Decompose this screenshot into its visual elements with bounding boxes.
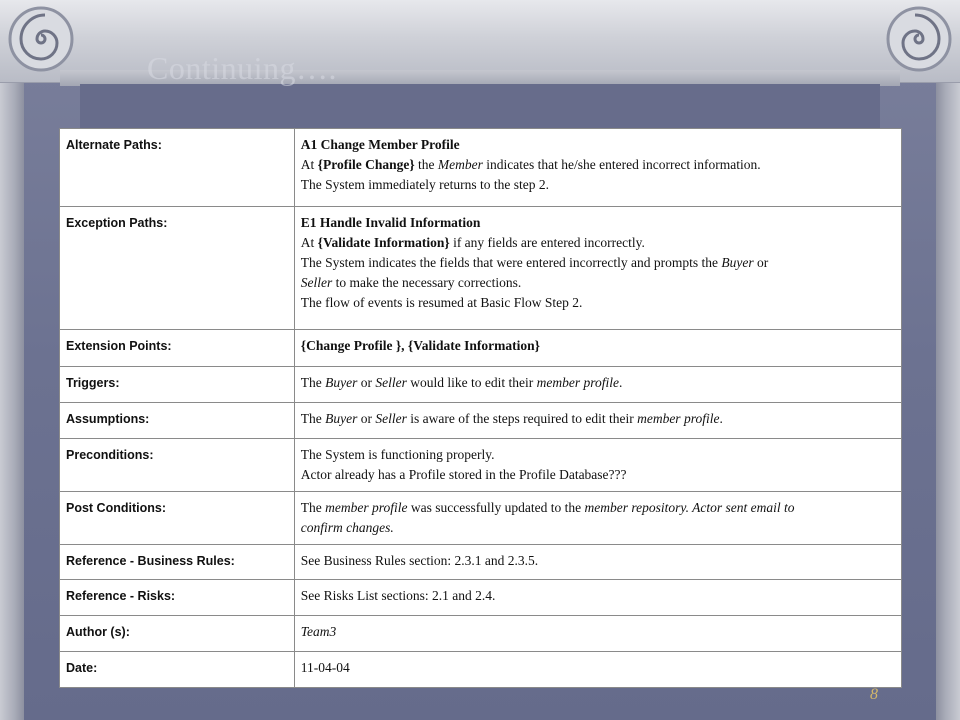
row-value — [294, 545, 901, 580]
text-segment: Buyer — [721, 255, 754, 270]
row-label: Author (s): — [60, 616, 295, 652]
text-segment: See Risks List sections: 2.1 and 2.4. — [300, 588, 496, 603]
row-label: Post Conditions: — [60, 492, 295, 545]
value-line — [301, 551, 895, 571]
value-line — [301, 373, 895, 393]
text-segment: The — [300, 500, 326, 515]
table-row — [60, 580, 902, 616]
text-segment: is aware of the steps required to edit their — [406, 411, 638, 426]
row-label: Preconditions: — [60, 439, 295, 492]
table-row — [60, 545, 902, 580]
row-value — [294, 330, 901, 367]
text-segment: if any fields are entered incorrectly. — [449, 235, 645, 250]
row-label: Extension Points: — [60, 330, 295, 367]
value-line — [301, 135, 895, 155]
value-line — [301, 445, 895, 465]
text-segment: indicates that he/she entered incorrect information. — [482, 157, 761, 172]
text-segment: Actor already has a Profile stored in the Profile Database??? — [300, 467, 627, 482]
text-segment: {Profile Change} — [317, 157, 415, 172]
row-label: Triggers: — [60, 367, 295, 403]
text-segment: The — [300, 375, 326, 390]
row-label: Alternate Paths: — [60, 129, 295, 207]
right-pillar — [936, 30, 960, 720]
text-segment: 11-04-04 — [300, 660, 350, 675]
value-line — [301, 518, 895, 538]
text-segment: or — [357, 411, 376, 426]
left-pillar — [0, 30, 24, 720]
table-row — [60, 616, 902, 652]
text-segment: The — [300, 411, 326, 426]
text-segment: or — [753, 255, 769, 270]
text-segment: The System immediately returns to the step 2. — [300, 177, 549, 192]
text-segment: member repository. Actor sent email to — [584, 500, 795, 515]
row-label: Reference - Business Rules: — [60, 545, 295, 580]
text-segment: Seller — [375, 411, 407, 426]
text-segment: member profile — [637, 411, 720, 426]
row-value — [294, 367, 901, 403]
table-row — [60, 207, 902, 330]
row-value — [294, 616, 901, 652]
text-segment: {Change Profile }, {Validate Information} — [300, 338, 540, 353]
text-segment: At — [300, 157, 318, 172]
row-value — [294, 652, 901, 688]
use-case-table — [59, 128, 902, 688]
table-row — [60, 439, 902, 492]
value-line — [301, 465, 895, 485]
value-line — [301, 253, 895, 273]
text-segment: was successfully updated to the — [407, 500, 585, 515]
value-line — [301, 658, 895, 678]
text-segment: At — [300, 235, 318, 250]
text-segment: The flow of events is resumed at Basic Flow Step 2. — [300, 295, 583, 310]
text-segment: A1 Change Member Profile — [300, 137, 460, 152]
value-line — [301, 336, 895, 356]
row-value — [294, 580, 901, 616]
table-row — [60, 403, 902, 439]
row-value — [294, 207, 901, 330]
scroll-volute-left-icon — [6, 4, 76, 74]
text-segment: the — [414, 157, 438, 172]
value-line — [301, 155, 895, 175]
table-body — [60, 129, 902, 688]
table-row — [60, 330, 902, 367]
text-segment: Member — [437, 157, 483, 172]
row-value — [294, 439, 901, 492]
text-segment: would like to edit their — [406, 375, 537, 390]
row-value — [294, 129, 901, 207]
text-segment: . — [719, 411, 723, 426]
value-line — [301, 213, 895, 233]
text-segment: confirm changes. — [300, 520, 394, 535]
value-line — [301, 586, 895, 606]
text-segment: Buyer — [325, 375, 358, 390]
text-segment: The System is functioning properly. — [300, 447, 495, 462]
value-line — [301, 233, 895, 253]
row-label: Date: — [60, 652, 295, 688]
row-value — [294, 403, 901, 439]
scroll-volute-right-icon — [884, 4, 954, 74]
value-line — [301, 175, 895, 195]
value-line — [301, 498, 895, 518]
text-segment: member profile — [325, 500, 408, 515]
table-row — [60, 652, 902, 688]
slide-title: Continuing…. — [147, 50, 338, 86]
row-value — [294, 492, 901, 545]
value-line — [301, 622, 895, 642]
row-label: Exception Paths: — [60, 207, 295, 330]
row-label: Assumptions: — [60, 403, 295, 439]
text-segment: . — [618, 375, 623, 390]
value-line — [301, 409, 895, 429]
value-line — [301, 293, 895, 313]
text-segment: member profile — [536, 375, 619, 390]
inner-panel — [80, 84, 880, 128]
text-segment: {Validate Information} — [317, 235, 450, 250]
table-row — [60, 367, 902, 403]
text-segment: E1 Handle Invalid Information — [300, 215, 481, 230]
text-segment: Buyer — [325, 411, 358, 426]
text-segment: See Business Rules section: 2.3.1 and 2.3.5. — [300, 553, 539, 568]
text-segment: Seller — [300, 275, 333, 290]
text-segment: Team3 — [300, 624, 337, 639]
text-segment: The System indicates the fields that were entered incorrectly and prompts the — [300, 255, 722, 270]
row-label: Reference - Risks: — [60, 580, 295, 616]
text-segment: or — [357, 375, 376, 390]
table-row — [60, 129, 902, 207]
table-row — [60, 492, 902, 545]
text-segment: Seller — [375, 375, 407, 390]
value-line — [301, 273, 895, 293]
page-number: 8 — [870, 686, 878, 703]
text-segment: to make the necessary corrections. — [332, 275, 522, 290]
